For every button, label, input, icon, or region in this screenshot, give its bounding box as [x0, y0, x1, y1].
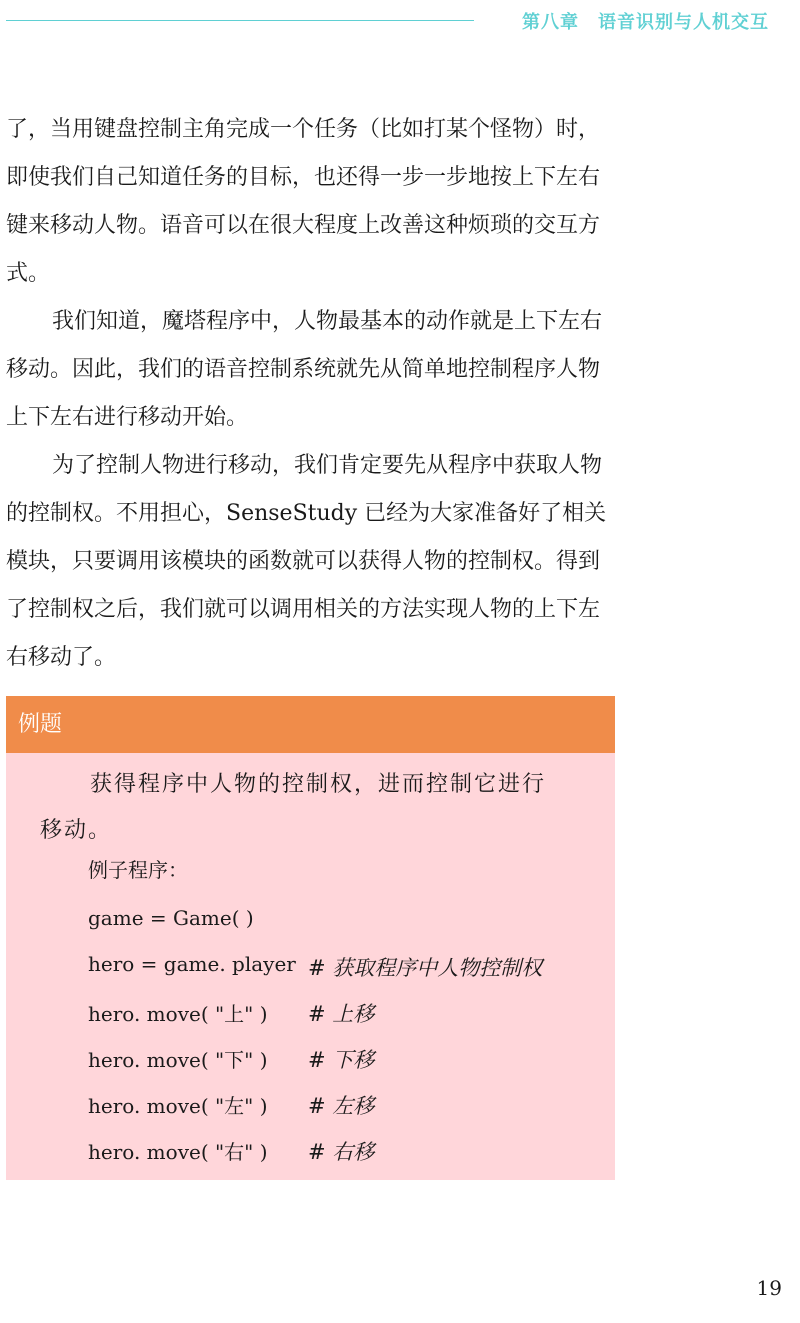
code-comment: # 上移: [308, 1002, 375, 1026]
paragraph: 为了控制人物进行移动，我们肯定要先从程序中获取人物的控制权。不用担心，SenseStudy 已经为大家准备好了相关模块，只要调用该模块的函数就可以获得人物的控制权。得到了控制权之后，我们就可以调用相关的方法实现人物的上下左右移动了。: [6, 453, 607, 670]
code-label: 例子程序：: [88, 858, 188, 882]
code-comment: # 左移: [308, 1094, 375, 1118]
example-box: [6, 696, 615, 1180]
code-line: game = Game( ): [88, 906, 254, 930]
code-comment: # 下移: [308, 1048, 375, 1072]
example-header: 例题: [6, 696, 615, 753]
page-number: 19: [756, 1276, 782, 1300]
code-comment: # 右移: [308, 1140, 375, 1164]
example-desc-line: 获得程序中人物的控制权，进而控制它进行: [90, 772, 547, 797]
example-description: [40, 762, 600, 854]
body-text: [6, 106, 618, 682]
code-line: hero. move( "下" ): [88, 1048, 268, 1072]
code-line: hero = game. player: [88, 952, 296, 976]
header-rule: [6, 20, 474, 21]
code-comment: # 获取程序中人物控制权: [308, 956, 543, 980]
code-line: hero. move( "右" ): [88, 1140, 268, 1164]
paragraph: 了，当用键盘控制主角完成一个任务（比如打某个怪物）时，即使我们自己知道任务的目标，也还得一步一步地按上下左右键来移动人物。语音可以在很大程度上改善这种烦琐的交互方式。: [6, 117, 601, 286]
code-line: hero. move( "上" ): [88, 1002, 268, 1026]
code-line: hero. move( "左" ): [88, 1094, 268, 1118]
example-desc-line: 移动。: [40, 818, 113, 843]
chapter-title: 第八章 语音识别与人机交互: [522, 12, 769, 33]
paragraph: 我们知道，魔塔程序中，人物最基本的动作就是上下左右移动。因此，我们的语音控制系统就先从简单地控制程序人物上下左右进行移动开始。: [6, 309, 603, 430]
